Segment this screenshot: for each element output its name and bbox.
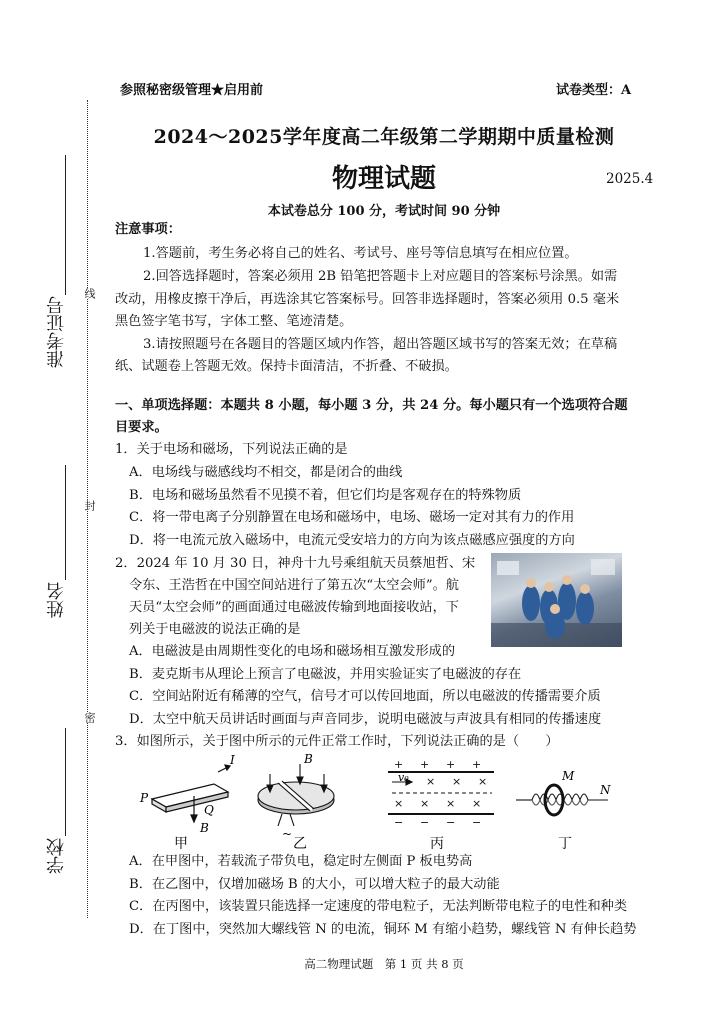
exam-title: 2024～2025学年度高二年级第二学期期中质量检测 (153, 126, 615, 148)
label-N: N (600, 783, 611, 797)
svg-text:+: + (472, 758, 482, 771)
q2-stem-line: 天员“太空会师”的画面通过电磁波传输到地面接收站，下 (129, 600, 459, 615)
confidential-notice: 参照秘密级管理★启用前 (120, 83, 264, 98)
figure-label-yi: 乙 (293, 836, 307, 852)
q3-option-b: B．在乙图中，仅增加磁场 B 的大小，可以增大粒子的最大动能 (129, 877, 500, 892)
svg-text:×: × (394, 797, 404, 810)
q2-option-d: D．太空中航天员讲话时画面与声音同步，说明电磁波与声波具有相同的传播速度 (129, 712, 602, 727)
space-station-photo (491, 553, 622, 647)
exam-info: 本试卷总分 100 分，考试时间 90 分钟 (267, 204, 501, 219)
subject-title: 物理试题 (331, 164, 436, 194)
figure-label-bing: 丙 (430, 836, 444, 852)
figure-jia-hall-plate (152, 765, 230, 822)
note-line: 改动，用橡皮擦干净后，再选涂其它答案标号。回答非选择题时，答案必须用 0.5 毫米 (115, 292, 620, 307)
q2-option-c: C．空间站附近有稀薄的空气，信号才可以传回地面，所以电磁波的传播需要介质 (129, 689, 601, 704)
figure-label-jia: 甲 (174, 836, 188, 852)
q3-option-a: A．在甲图中，若载流子带负电，稳定时左侧面 P 板电势高 (129, 854, 473, 869)
label-B-yi: B (304, 752, 313, 766)
exam-number-line (65, 155, 66, 295)
label-I: I (230, 753, 235, 767)
svg-text:×: × (478, 775, 488, 788)
q2-stem-line: 列关于电磁波的说法正确的是 (129, 622, 301, 637)
note-line: 黑色签字笔书写，字体工整、笔迹清楚。 (115, 314, 353, 329)
svg-text:−: − (394, 816, 404, 829)
q1-stem: 1．关于电场和磁场，下列说法正确的是 (115, 442, 348, 457)
label-B-jia: B (200, 821, 209, 835)
page-footer: 高二物理试题 第 1 页 共 8 页 (304, 957, 464, 971)
q2-stem-line: 2．2024 年 10 月 30 日，神舟十九号乘组航天员蔡旭哲、宋 (115, 556, 476, 571)
q3-option-c: C．在丙图中，该装置只能选择一定速度的带电粒子，无法判断带电粒子的电性和种类 (129, 899, 628, 914)
section-heading-cont: 目要求。 (115, 420, 168, 435)
label-v0: v₀ (398, 771, 409, 784)
q2-option-b: B．麦克斯韦从理论上预言了电磁波，并用实验证实了电磁波的存在 (129, 667, 522, 682)
label-P: P (140, 791, 149, 805)
school-label: 学校 (46, 838, 67, 874)
svg-text:−: − (472, 816, 482, 829)
q1-option-b: B．电场和磁场虽然看不见摸不着，但它们均是客观存在的特殊物质 (129, 488, 522, 503)
figure-label-ding: 丁 (558, 836, 572, 852)
q1-option-c: C．将一带电离子分别静置在电场和磁场中，电场、磁场一定对其有力的作用 (129, 510, 575, 525)
svg-text:×: × (446, 797, 456, 810)
section-heading: 一、单项选择题：本题共 8 小题，每小题 3 分，共 24 分。每小题只有一个选项符合题 (115, 398, 628, 413)
name-line (65, 465, 66, 580)
note-line: 纸、试题卷上答题无效。保持卡面清洁，不折叠、不破损。 (115, 359, 458, 374)
note-line: 2.回答选择题时，答案必须用 2B 铅笔把答题卡上对应题目的答案标号涂黑。如需 (143, 269, 618, 284)
note-line: 3.请按照题号在各题目的答题区域内作答，超出答题区域书写的答案无效；在草稿 (143, 337, 618, 352)
seal-char-xian: 线 (83, 288, 96, 299)
exam-number-label: 准考证号 (46, 296, 67, 368)
school-line (65, 728, 66, 836)
q1-option-a: A．电场线与磁感线均不相交，都是闭合的曲线 (129, 465, 403, 480)
svg-text:+: + (420, 758, 430, 771)
name-label: 姓名 (46, 582, 67, 618)
astronauts-illustration (491, 553, 622, 647)
svg-text:×: × (452, 775, 462, 788)
label-Q: Q (204, 803, 214, 817)
q2-stem-line: 令东、王浩哲在中国空间站进行了第五次“太空会师”。航 (129, 578, 459, 593)
svg-text:−: − (446, 816, 456, 829)
seal-char-feng: 封 (83, 500, 96, 511)
q3-figures (130, 752, 650, 854)
q3-stem: 3．如图所示，关于图中所示的元件正常工作时，下列说法正确的是（ ） (115, 734, 559, 749)
svg-text:×: × (420, 797, 430, 810)
q3-option-d: D．在丁图中，突然加大螺线管 N 的电流，铜环 M 有缩小趋势，螺线管 N 有伸长趋势 (129, 922, 637, 937)
svg-text:×: × (472, 797, 482, 810)
figure-yi-cyclotron (258, 764, 334, 826)
label-ac-source: ~ (282, 827, 293, 841)
q2-option-a: A．电磁波是由周期性变化的电场和磁场相互激发形成的 (129, 644, 456, 659)
svg-text:−: − (420, 816, 430, 829)
q1-option-d: D．将一电流元放入磁场中，电流元受安培力的方向为该点磁感应强度的方向 (129, 533, 575, 548)
paper-type: 试卷类型：A (556, 83, 632, 98)
svg-text:×: × (426, 775, 436, 788)
label-M: M (562, 769, 575, 783)
svg-text:+: + (446, 758, 456, 771)
figure-ding-solenoid (516, 785, 608, 815)
note-line: 1.答题前，考生务必将自己的姓名、考试号、座号等信息填写在相应位置。 (143, 246, 578, 261)
svg-text:+: + (394, 758, 404, 771)
exam-date: 2025.4 (606, 171, 654, 187)
notes-heading: 注意事项： (115, 222, 181, 237)
seal-char-mi: 密 (83, 712, 96, 723)
